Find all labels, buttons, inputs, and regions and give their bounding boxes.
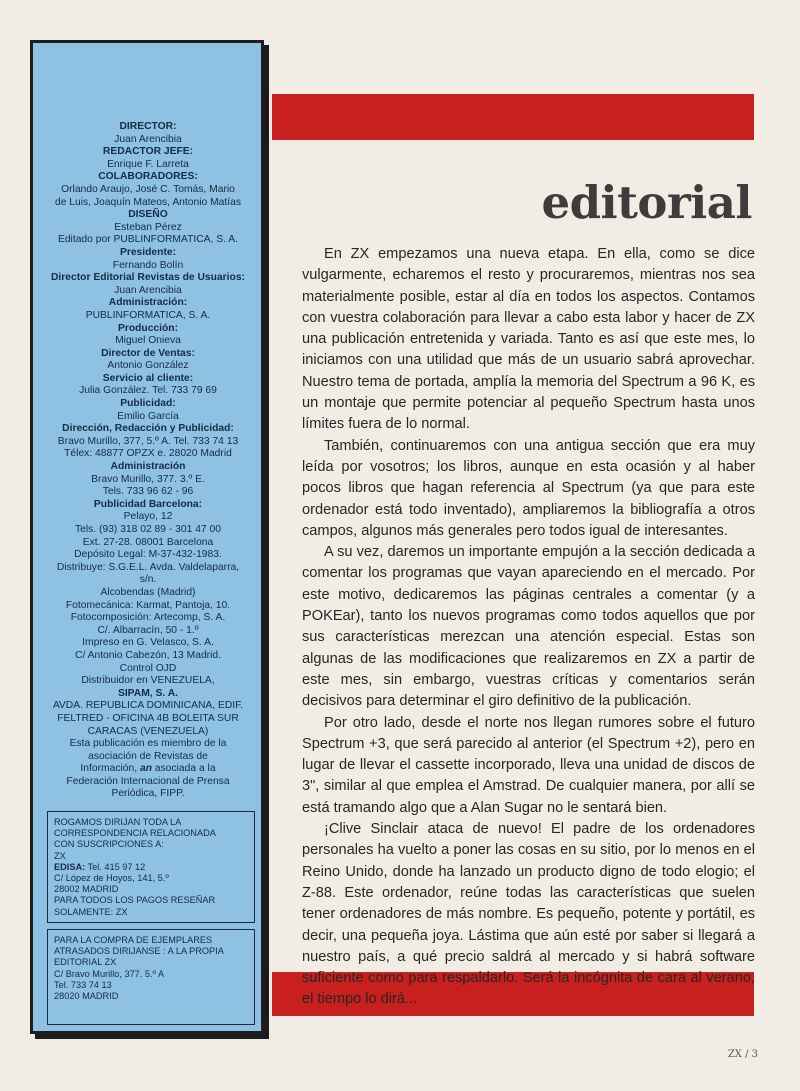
- subscriptions-line: [54, 907, 248, 918]
- credit-line: Esteban Pérez: [114, 221, 182, 233]
- credit-label: Director de Ventas:: [101, 347, 195, 359]
- subscriptions-line: [54, 862, 248, 873]
- subscriptions-line: [54, 817, 248, 828]
- association-text: asociada a la: [154, 763, 216, 775]
- credit-line: Impreso en G. Velasco, S. A.: [82, 637, 214, 649]
- credit-line: de Luis, Joaquín Mateos, Antonio Matías: [54, 196, 242, 208]
- credit-label: Administración:: [108, 297, 188, 309]
- credit-line: CARACAS (VENEZUELA): [87, 725, 209, 737]
- credit-line: Tels. 733 96 62 - 96: [102, 486, 194, 498]
- credit-line: Depósito Legal: M-37-432-1983.: [74, 549, 222, 561]
- subscriptions-line: [54, 884, 248, 895]
- credit-line: s/n.: [139, 574, 157, 586]
- subscriptions-text: Tel. 415 97 12: [87, 861, 146, 872]
- credit-label: COLABORADORES:: [98, 171, 198, 183]
- subscriptions-text: ZX: [54, 850, 66, 861]
- editorial-title: editorial: [541, 176, 752, 229]
- page-number: ZX / 3: [727, 1049, 758, 1060]
- subscriptions-text: CORRESPONDENCIA RELACIONADA: [54, 828, 216, 839]
- top-red-bar: [272, 94, 754, 140]
- credit-line: Juan Arencibia: [114, 284, 182, 296]
- editorial-paragraph: Por otro lado, desde el norte nos llegan rumores sobre el futuro Spectrum +3, que será parecido al anterior (el Spectrum +2), pero en lugar de llevar el cassette incorporado, lleva una unidad de discos de 3", similar al que emplea el Amstrad. De cualquier manera, por allí se está tramando algo que a Alan Sugar no le sentará bien.: [302, 714, 755, 816]
- credit-line: Tels. (93) 318 02 89 - 301 47 00: [75, 524, 221, 535]
- credit-line: Bravo Murillo, 377. 3.º E.: [91, 473, 205, 485]
- credit-label: Publicidad:: [120, 398, 176, 410]
- credit-line: C/ Antonio Cabezón, 13 Madrid.: [75, 649, 221, 661]
- subscriptions-line: [54, 851, 248, 862]
- credit-line: C/. Albarracín, 50 - 1.º: [97, 624, 199, 636]
- subscriptions-line: [54, 839, 248, 850]
- credit-line: Pelayo, 12: [123, 511, 173, 523]
- credit-line: Ext. 27-28. 08001 Barcelona: [82, 536, 214, 548]
- credit-line: Periódica, FIPP.: [111, 788, 185, 800]
- credit-line: Federación Internacional de Prensa: [66, 775, 230, 787]
- credit-line: Distribuye: S.G.E.L. Avda. Valdelaparra,: [56, 561, 240, 573]
- credit-line: Julia González. Tel. 733 79 69: [79, 385, 217, 397]
- credit-label: DIRECTOR:: [119, 121, 177, 132]
- editorial-paragraph: También, continuaremos con una antigua sección que era muy leída por vosotros; los libros, aunque en esta ocasión y al haber pocos libros que hagan referencia al Spectrum (ya que para este ordenador está todo inventado), ampliaremos la bibliografía a otros campos, algunos más generales pero todos igual de interesantes.: [302, 437, 755, 539]
- subscriptions-text: 28002 MADRID: [54, 884, 119, 895]
- credit-line: AVDA. REPUBLICA DOMINICANA, EDIF.: [52, 700, 244, 712]
- credit-label: REDACTOR JEFE:: [102, 146, 194, 158]
- editorial-paragraph: A su vez, daremos un importante empujón a la sección dedicada a comentar los programas que vayan apareciendo en el mercado. Por este motivo, dedicaremos las páginas centrales a comentar (y a POKEar), tanto los nuevos programas como todos aquellos que por sus características merezcan una atención especial. Estas son algunas de las modificaciones que realizaremos en ZX a partir de este mes, sin embargo, vuestras críticas y comentarios serán decisivos para determinar el giro definitivo de la publicación.: [302, 544, 755, 710]
- credit-line: Antonio González: [107, 360, 189, 372]
- credit-label: Presidente:: [119, 246, 177, 258]
- editorial-paragraph: En ZX empezamos una nueva etapa. En ella, como se dice vulgarmente, echaremos el resto y procuraremos, mientras nos sea materialmente posible, estar al día en todos los aspectos. Contamos con vuestra colaboración para llevar a cabo esta labor y hacer de ZX una publicación entretenida y variada. Tanto es así que este mes, lo iniciamos con una utilidad que más de un usuario sabrá aprovechar. Nuestro tema de portada, amplía la memoria del Spectrum a 96 K, es un montaje que permite potenciar al pequeño Spectrum hasta unos límites fuera de lo normal.: [302, 246, 755, 433]
- credit-label: Administración: [110, 461, 186, 473]
- credit-line: Emilio García: [117, 410, 179, 422]
- credit-line: Distribuidor en VENEZUELA,: [81, 675, 215, 687]
- back-issues-line: Tel. 733 74 13: [54, 979, 112, 990]
- subscriptions-text: PARA TODOS LOS PAGOS RESEÑAR: [54, 895, 216, 906]
- credits-list: [37, 121, 259, 801]
- credit-label: Dirección, Redacción y Publicidad:: [62, 423, 234, 435]
- credit-label: Director Editorial Revistas de Usuarios:: [51, 272, 245, 284]
- credit-line: Juan Arencibia: [114, 133, 182, 145]
- back-issues-line: 28020 MADRID: [54, 991, 119, 1002]
- association-logo: an: [139, 763, 152, 775]
- credit-label: Publicidad Barcelona:: [93, 498, 203, 510]
- subscriptions-line: [54, 873, 248, 884]
- credit-line: Orlando Araujo, José C. Tomás, Mario: [61, 183, 235, 195]
- subscriptions-line: [54, 828, 248, 839]
- credit-line: Enrique F. Larreta: [107, 158, 189, 170]
- subscriptions-text: ROGAMOS DIRIJAN TODA LA: [54, 817, 182, 827]
- masthead-panel: [30, 40, 264, 1034]
- credit-label: SIPAM, S. A.: [117, 687, 179, 699]
- back-issues-line: PARA LA COMPRA DE EJEMPLARES: [54, 935, 213, 945]
- subscriptions-text: CON SUSCRIPCIONES A:: [54, 839, 164, 850]
- back-issues-line: ATRASADOS DIRIJANSE : A LA PROPIA: [54, 946, 224, 957]
- credit-line: Esta publicación es miembro de la: [69, 738, 227, 750]
- editorial-paragraph: ¡Clive Sinclair ataca de nuevo! El padre de los ordenadores personales ha vuelto a poner las cosas en su sitio, por lo menos en el Reino Unido, donde ha lanzado un producto digno de todo elogio; el Z-88. Este ordenador, reúne todas las características que suelen tener ordenadores de más nombre. Es pequeño, potente y portátil, es decir, una pequeña joya. Lástima que aún esté por saber si llegará a nuestro país, a qué precio saldrá al mercado y si habrá software suficiente como para respaldarlo. Será la incógnita de cara al verano, el tiempo lo dirá...: [302, 821, 755, 1008]
- credit-label: Servicio al cliente:: [102, 372, 194, 384]
- credit-line: FELTRED - OFICINA 4B BOLEITA SUR: [57, 712, 239, 724]
- credit-line: Miguel Onieva: [115, 335, 181, 347]
- credit-label: Producción:: [117, 322, 179, 334]
- subscriptions-text: SOLAMENTE: ZX: [54, 906, 128, 917]
- credit-line: asociación de Revistas de: [88, 750, 208, 762]
- credit-line: Télex: 48877 OPZX e. 28020 Madrid: [64, 448, 232, 460]
- credit-line: Control OJD: [119, 662, 177, 674]
- back-issues-box: [47, 929, 255, 1025]
- credit-line: Bravo Murillo, 377, 5.º A. Tel. 733 74 13: [57, 435, 239, 447]
- back-issues-line: EDITORIAL ZX: [54, 957, 117, 968]
- association-text: Información,: [80, 763, 138, 775]
- credit-line: Editado por PUBLINFORMATICA, S. A.: [57, 234, 239, 246]
- credit-line: Alcobendas (Madrid): [100, 586, 196, 598]
- credit-line: PUBLINFORMATICA, S. A.: [85, 309, 211, 321]
- credit-line: Fernando Bolín: [112, 259, 184, 271]
- association-line: [37, 763, 259, 776]
- subscriptions-line: [54, 895, 248, 906]
- subscriptions-box: [47, 811, 255, 923]
- subscriptions-label: EDISA:: [54, 861, 86, 872]
- back-issues-line: C/ Bravo Murillo, 377. 5.º A: [54, 968, 165, 979]
- editorial-body: [302, 244, 755, 1011]
- subscriptions-text: C/ López de Hoyos, 141, 5.º: [54, 873, 169, 884]
- credit-line: Fotomecánica: Karmat, Pantoja, 10.: [65, 599, 231, 611]
- credit-line: Fotocomposición: Artecomp, S. A.: [70, 612, 226, 624]
- credit-label: DISEÑO: [128, 209, 168, 221]
